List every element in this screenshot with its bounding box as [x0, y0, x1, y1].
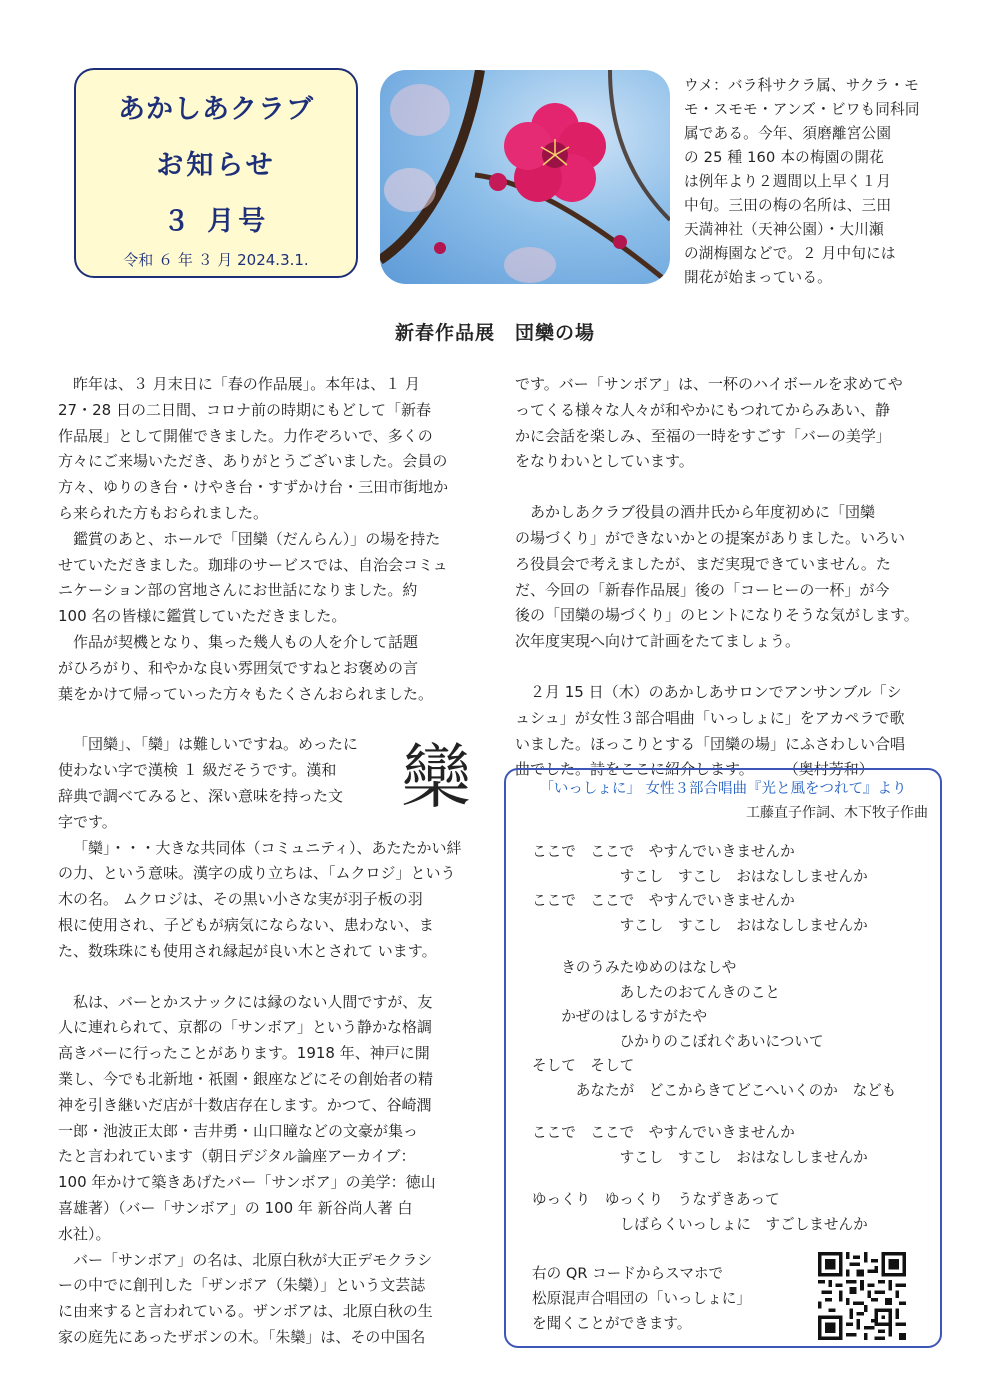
poem-line: かぜのはしるすがたや	[532, 1008, 708, 1025]
text-line: 辞典で調べてみると、深い意味を持った文	[58, 786, 344, 805]
poem-line: あしたのおてんきのこと	[532, 983, 780, 1001]
text-line: 100 名の皆様に鑑賞していただきました。	[58, 607, 347, 626]
right-column	[515, 372, 935, 783]
poem-line: ここで ここで やすんでいきませんか	[532, 892, 795, 909]
text-line: の場づくり」ができないかとの提案がありました。いろい	[515, 528, 906, 547]
text-line: の力、という意味。漢字の成り立ちは、「ムクロジ」という	[58, 864, 456, 883]
text-line: かに会話を楽しみ、至福の一時をすごす「バーの美学」	[515, 426, 891, 445]
poem-line: ここで ここで やすんでいきませんか	[532, 843, 795, 860]
text-line: バー「サンボア」の名は、北原白秋が大正デモクラシ	[73, 1250, 433, 1269]
text-line: 作品展」として開催できました。力作ぞろいで、多くの	[58, 426, 433, 445]
qr-note	[532, 1261, 751, 1336]
intro-line: 天満神社（天神公園）・大川瀬	[684, 221, 884, 238]
qr-code[interactable]	[818, 1252, 906, 1340]
text-line: 葉をかけて帰っていった方々もたくさんおられました。	[58, 684, 434, 703]
text-line: ってくる様々な人々が和やかにもつれてからみあい、静	[515, 400, 891, 419]
text-line: をなりわいとしています。	[515, 452, 694, 471]
text-line: に由来すると言われている。ザンボアは、北原白秋の生	[58, 1302, 433, 1321]
text-line: 方々にご来場いただき、ありがとうございました。会員の	[58, 452, 448, 471]
text-line: 曲でした。詩をここに紹介します。 （奥村芳和）	[515, 760, 874, 779]
text-line: 私は、バーとかスナックには縁のない人間ですが、友	[73, 992, 433, 1011]
text-line: ら来られた方もおられました。	[58, 503, 269, 522]
intro-line: 属である。今年、須磨離宮公園	[684, 125, 892, 142]
club-name: あかしあクラブ	[118, 94, 314, 125]
poem-line: ゆっくり ゆっくり うなずきあって	[532, 1191, 780, 1208]
text-line: ニケーション部の宮地さんにお世話になりました。約	[58, 581, 418, 600]
poem-line: ひかりのこぼれぐあいについて	[532, 1032, 824, 1050]
text-line: 使わない字で漢検 １ 級だそうです。漢和	[58, 761, 337, 780]
intro-text	[684, 74, 950, 290]
text-line: あかしあクラブ役員の酒井氏から年度初めに「団欒	[530, 503, 876, 522]
issue-date: 令和 ６ 年 ３ 月 2024.3.1.	[123, 251, 309, 269]
title-box	[74, 68, 358, 278]
text-line: ２月 15 日（木）のあかしあサロンでアンサンブル「シ	[530, 682, 902, 701]
text-line: 方々、ゆりのき台・けやき台・すずかけ台・三田市街地か	[58, 478, 449, 497]
text-line: 一郎・池波正太郎・吉井勇・山口瞳などの文豪が集っ	[58, 1121, 419, 1140]
poem-lyrics	[532, 840, 932, 1237]
text-line: 後の「団欒の場づくり」のヒントになりそうな気がします。	[515, 606, 919, 625]
poem-line: きのうみたゆめのはなしや	[532, 959, 737, 976]
text-line: 家の庭先にあったザボンの木。「朱欒」は、その中国名	[58, 1327, 426, 1346]
qr-note-line: 右の QR コードからスマホで	[532, 1265, 724, 1282]
text-line: がひろがり、和やかな良い雰囲気ですねとお褒めの言	[58, 658, 419, 677]
text-line: 根に使用され、子どもが病気にならない、患わない、ま	[58, 915, 434, 934]
text-line: せていただきました。珈琲のサービスでは、自治会コミュ	[58, 555, 448, 574]
poem-line: すこし すこし おはなししませんか	[532, 916, 868, 934]
intro-line: の 25 種 160 本の梅園の開花	[684, 149, 884, 166]
text-line: ーの中でに創刊した「ザンボア（朱欒）」という文芸誌	[58, 1276, 426, 1295]
poem-title: 「いっしょに」 女性３部合唱曲『光と風をつれて』より	[539, 781, 907, 797]
intro-line: の湖梅園などで。２ 月中旬には	[684, 245, 896, 262]
poem-line: ここで ここで やすんでいきませんか	[532, 1124, 795, 1141]
text-line: です。バー「サンボア」は、一杯のハイボールを求めてや	[515, 375, 903, 393]
text-line: 人に連れられて、京都の「サンボア」という静かな格調	[58, 1018, 432, 1037]
text-line: 100 年かけて築きあげたバー「サンボア」の美学：徳山	[58, 1173, 436, 1192]
intro-line: 開花が始まっている。	[684, 269, 832, 286]
text-line: 水社）。	[58, 1224, 111, 1243]
intro-line: ウメ：バラ科サクラ属、サクラ・モ	[684, 77, 920, 94]
notice-title: お知らせ	[156, 150, 276, 181]
poem-line: あなたが どこからきてどこへいくのか なども	[532, 1081, 897, 1099]
text-line: 喜雄著）（バー「サンボア」の 100 年 新谷尚人著 白	[58, 1198, 413, 1217]
kanji-section	[58, 732, 478, 835]
poem-line: しばらくいっしょに すごしませんか	[532, 1215, 868, 1233]
plum-blossom-photo	[380, 70, 670, 284]
poem-credit: 工藤直子作詞、木下牧子作曲	[746, 805, 928, 821]
text-line: いました。ほっこりとする「団欒の場」にふさわしい合唱	[515, 734, 906, 753]
issue-label: ３ 月号	[162, 206, 270, 237]
left-column	[58, 372, 478, 1351]
text-line: 「団欒」、「欒」は難しいですね。めったに	[73, 735, 358, 754]
text-line: たと言われています（朝日デジタル論座アーカイブ：	[58, 1147, 416, 1166]
intro-line: モ・スモモ・アンズ・ビワも同科同	[684, 101, 920, 118]
text-line: 「欒」・・・大きな共同体（コミュニティ）、あたたかい絆	[73, 838, 462, 857]
poem-line: そして そして	[532, 1057, 635, 1074]
big-kanji-ran: 欒	[401, 736, 471, 819]
text-line: た、数珠珠にも使用され縁起が良い木とされて います。	[58, 941, 437, 960]
text-line: 作品が契機となり、集った幾人もの人を介して話題	[73, 632, 419, 651]
text-line: ろ役員会で考えましたが、まだ実現できていません。た	[515, 554, 891, 573]
intro-line: 中旬。三田の梅の名所は、三田	[684, 197, 892, 214]
text-line: ュシュ」が女性３部合唱曲「いっしょに」をアカペラで歌	[515, 708, 905, 727]
text-line: 字です。	[58, 812, 117, 831]
text-line: 業し、今でも北新地・祇園・銀座などにその創始者の精	[58, 1069, 434, 1088]
qr-note-line: 松原混声合唱団の「いっしょに」	[532, 1290, 751, 1307]
text-line: だ、今回の「新春作品展」後の「コーヒーの一杯」が今	[515, 580, 890, 599]
text-line: 次年度実現へ向けて計画をたてましょう。	[515, 632, 801, 651]
text-line: 鑑賞のあと、ホールで「団欒（だんらん）」の場を持た	[73, 529, 441, 548]
text-line: 木の名。 ムクロジは、その黒い小さな実が羽子板の羽	[58, 890, 423, 909]
intro-line: は例年より２週間以上早く１月	[684, 173, 892, 190]
article-heading: 新春作品展 団欒の場	[394, 322, 595, 344]
text-line: 神を引き継いだ店が十数店存在します。かつて、谷崎潤	[58, 1095, 432, 1114]
poem-line: すこし すこし おはなししませんか	[532, 1148, 868, 1166]
text-line: 昨年は、３ 月末日に「春の作品展」。本年は、１ 月	[73, 375, 421, 393]
poem-line: すこし すこし おはなししませんか	[532, 867, 868, 885]
text-line: 高きバーに行ったことがあります。1918 年、神戸に開	[58, 1044, 430, 1063]
poem-box	[504, 768, 942, 1348]
text-line: 27・28 日の二日間、コロナ前の時期にもどして「新春	[58, 400, 431, 419]
qr-note-line: を聞くことができます。	[532, 1315, 692, 1332]
